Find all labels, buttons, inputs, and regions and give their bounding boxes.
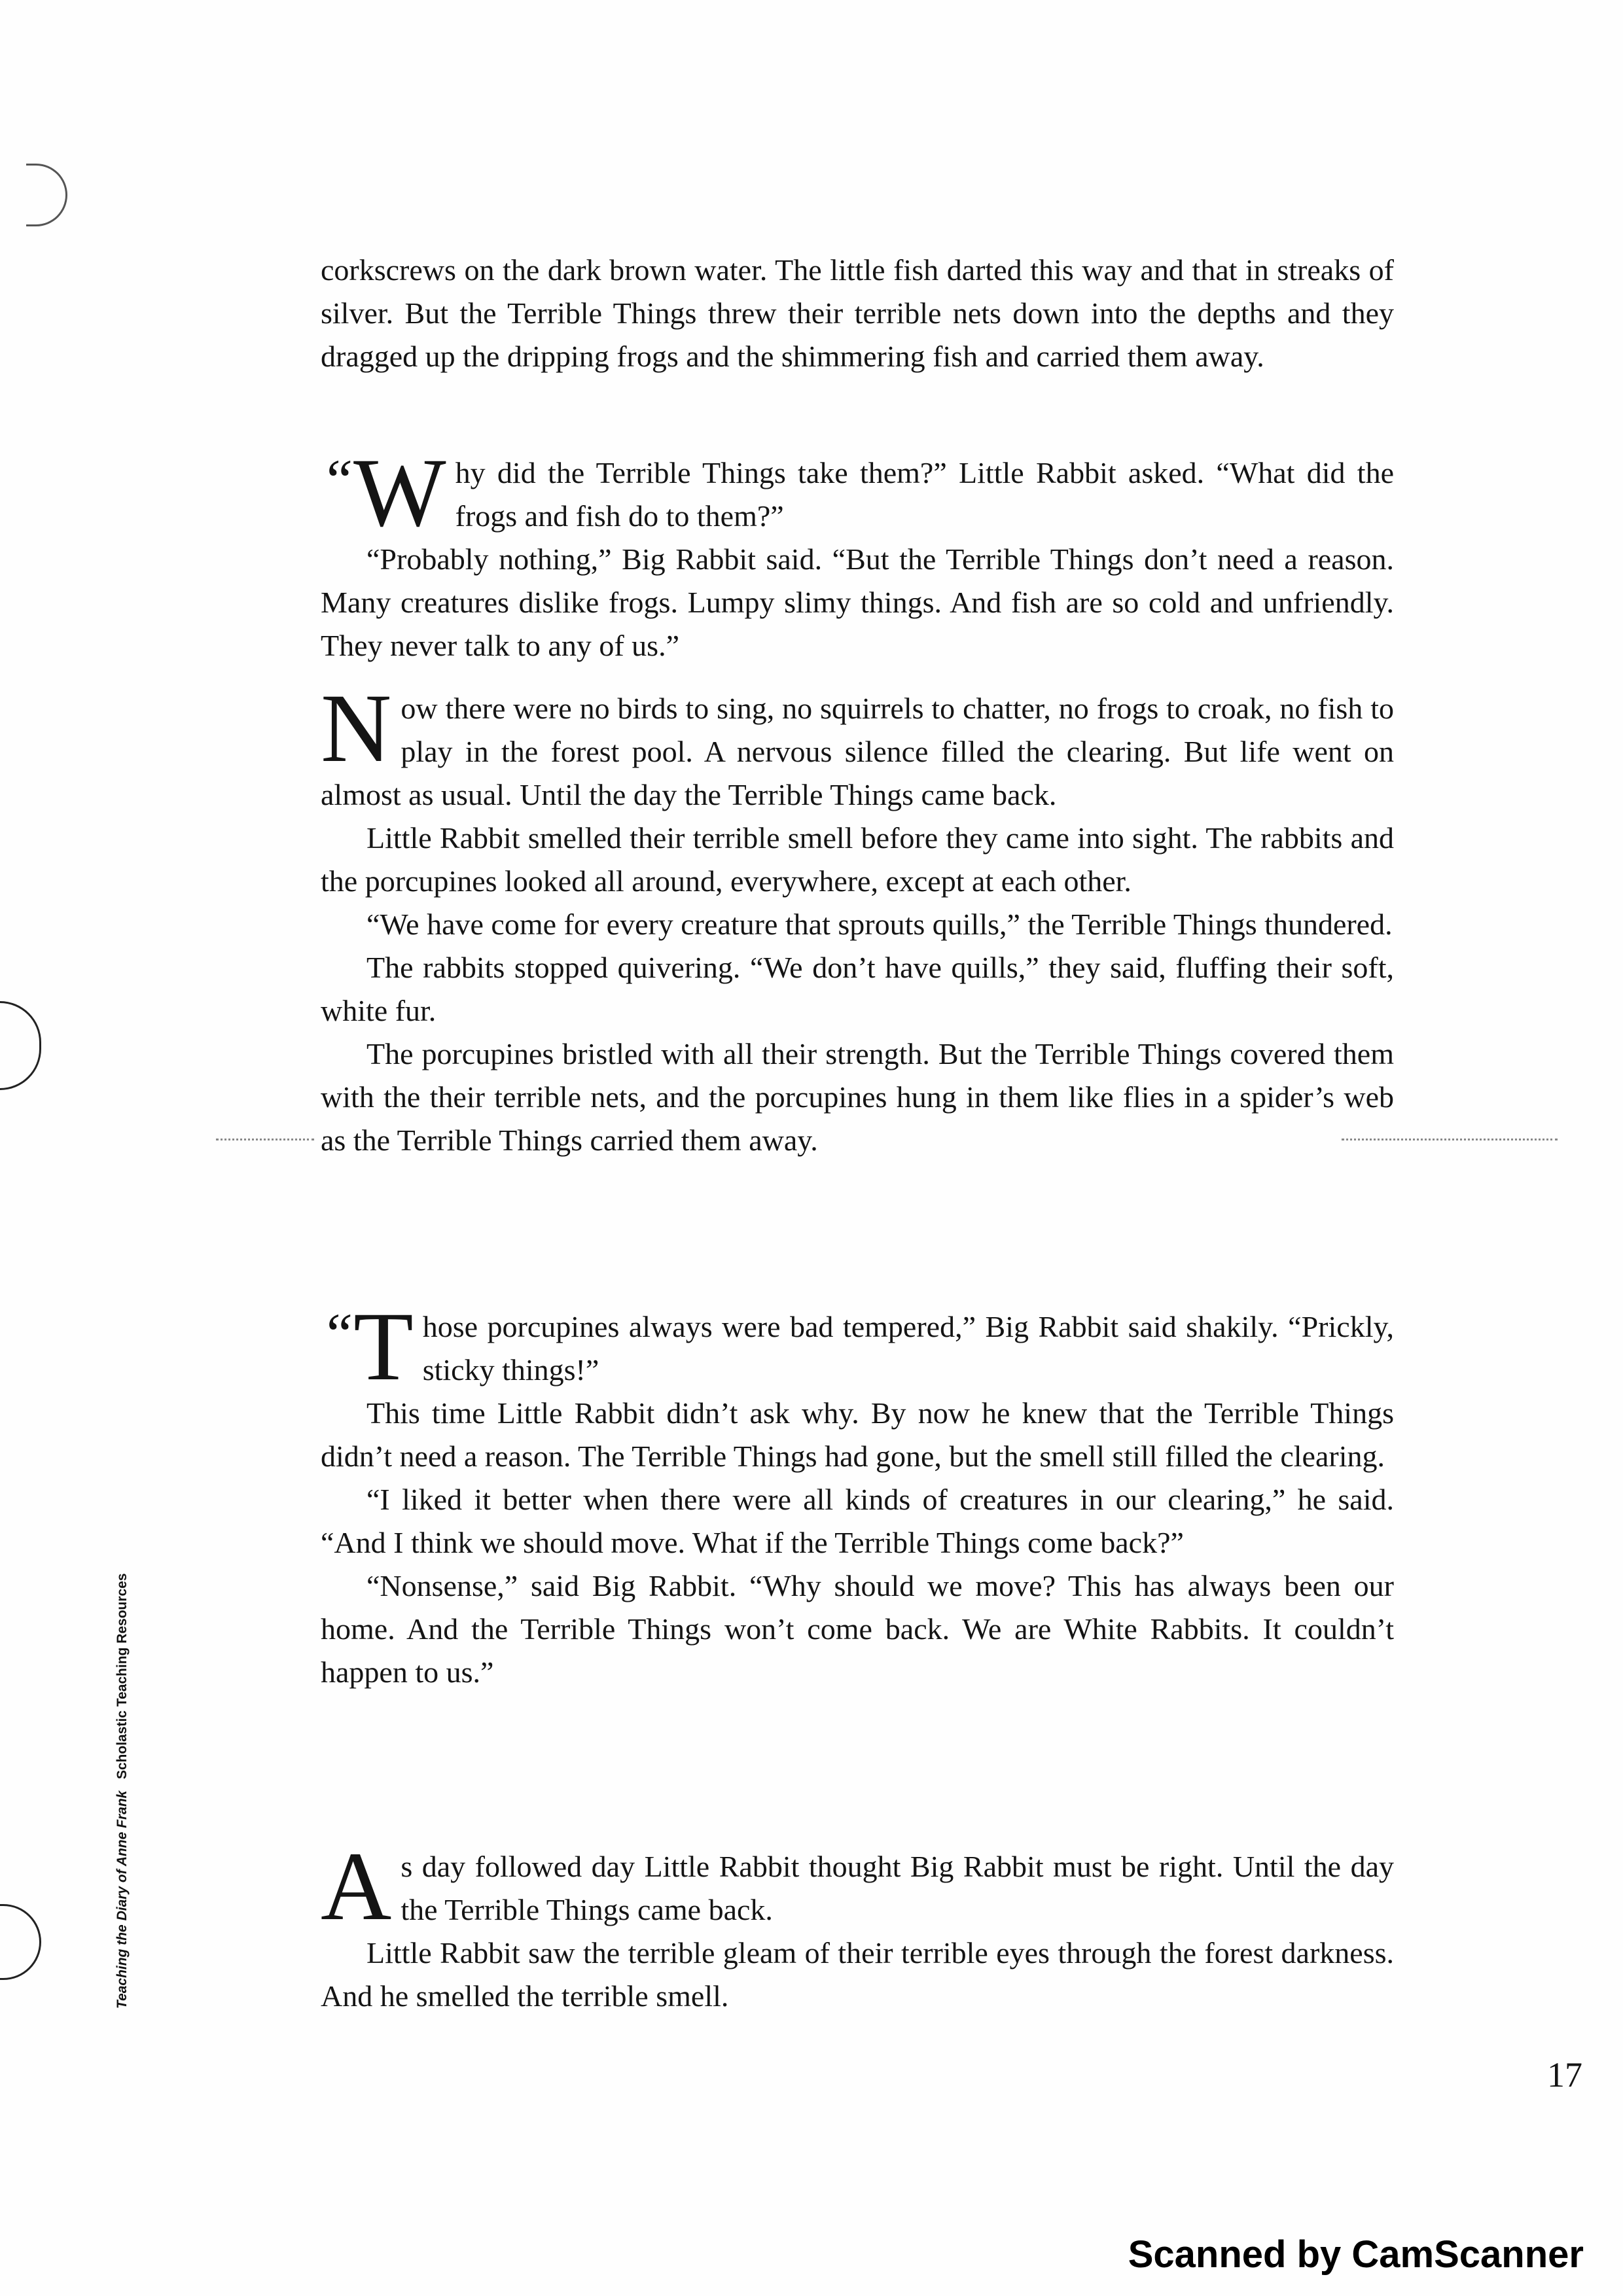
story-block	[321, 1832, 1394, 2018]
book-title: Teaching the Diary of Anne Frank	[115, 1790, 130, 2009]
paragraph: This time Little Rabbit didn’t ask why. By now he knew that the Terrible Things didn’t need a reason. The Terrible Things had gone, but the smell still filled the clearing.	[321, 1396, 1394, 1473]
paragraph	[321, 1292, 1394, 1401]
story-block	[321, 674, 1394, 1162]
punch-hole-mark	[26, 164, 67, 226]
punch-hole-mark	[0, 1001, 41, 1090]
paragraph: Little Rabbit smelled their terrible smell before they came into sight. The rabbits and the porcupines looked all around, everywhere, except at each other.	[321, 821, 1394, 898]
paragraph	[321, 438, 1394, 547]
drop-cap: N	[321, 674, 392, 783]
scan-dotted-line	[216, 1139, 314, 1140]
paragraph: “We have come for every creature that sprouts quills,” the Terrible Things thundered.	[366, 908, 1393, 941]
paragraph: “Nonsense,” said Big Rabbit. “Why should we move? This has always been our home. And the Terrible Things won’t come back. We are White Rabbits. It couldn’t happen to us.”	[321, 1569, 1394, 1689]
paragraph	[321, 674, 1394, 817]
paragraph: The rabbits stopped quivering. “We don’t have quills,” they said, fluffing their soft, white fur.	[321, 951, 1394, 1027]
paragraph	[321, 1832, 1394, 1941]
side-credit	[115, 1573, 130, 2009]
paragraph-text: ow there were no birds to sing, no squirrels to chatter, no frogs to croak, no fish to play in the forest pool. A nervous silence filled the clearing. But life went on almost as usual. Until the day the Terrible Things came back.	[321, 692, 1394, 811]
paragraph: “Probably nothing,” Big Rabbit said. “But the Terrible Things don’t need a reason. Many creatures dislike frogs. Lumpy slimy things. And fish are so cold and unfriendly. They never talk to any of us.”	[321, 542, 1394, 662]
paragraph: The porcupines bristled with all their strength. But the Terrible Things covered them with the their terrible nets, and the porcupines hung in them like flies in a spider’s web as the Terrible Things carried them away.	[321, 1037, 1394, 1157]
paragraph: “I liked it better when there were all kinds of creatures in our clearing,” he said. “And I think we should move. What if the Terrible Things come back?”	[321, 1483, 1394, 1559]
drop-cap: T	[353, 1292, 414, 1401]
page-number: 17	[1547, 2055, 1582, 2094]
drop-cap: A	[321, 1832, 392, 1941]
story-block	[321, 438, 1394, 667]
punch-hole-mark	[0, 1904, 41, 1980]
story-block	[321, 1292, 1394, 1694]
publisher: Scholastic Teaching Resources	[115, 1573, 130, 1780]
paragraph-text: hy did the Terrible Things take them?” Little Rabbit asked. “What did the frogs and fish do to them?”	[455, 456, 1394, 533]
paragraph-text: s day followed day Little Rabbit thought Big Rabbit must be right. Until the day the Terrible Things came back.	[401, 1850, 1394, 1926]
drop-cap: W	[353, 438, 446, 547]
opening-quote-mark: “	[321, 1302, 354, 1367]
paragraph: corkscrews on the dark brown water. The little fish darted this way and that in streaks of silver. But the Terrible Things threw their terrible nets down into the depths and they dragged up the dripping frogs and the shimmering fish and carried them away.	[321, 253, 1394, 373]
paragraph-text: hose porcupines always were bad tempered,” Big Rabbit said shakily. “Prickly, sticky things!”	[422, 1310, 1394, 1386]
scanner-watermark: Scanned by CamScanner	[1128, 2233, 1584, 2276]
story-block	[321, 249, 1394, 378]
opening-quote-mark: “	[321, 448, 354, 513]
paragraph: Little Rabbit saw the terrible gleam of their terrible eyes through the forest darkness. And he smelled the terrible smell.	[321, 1936, 1394, 2013]
